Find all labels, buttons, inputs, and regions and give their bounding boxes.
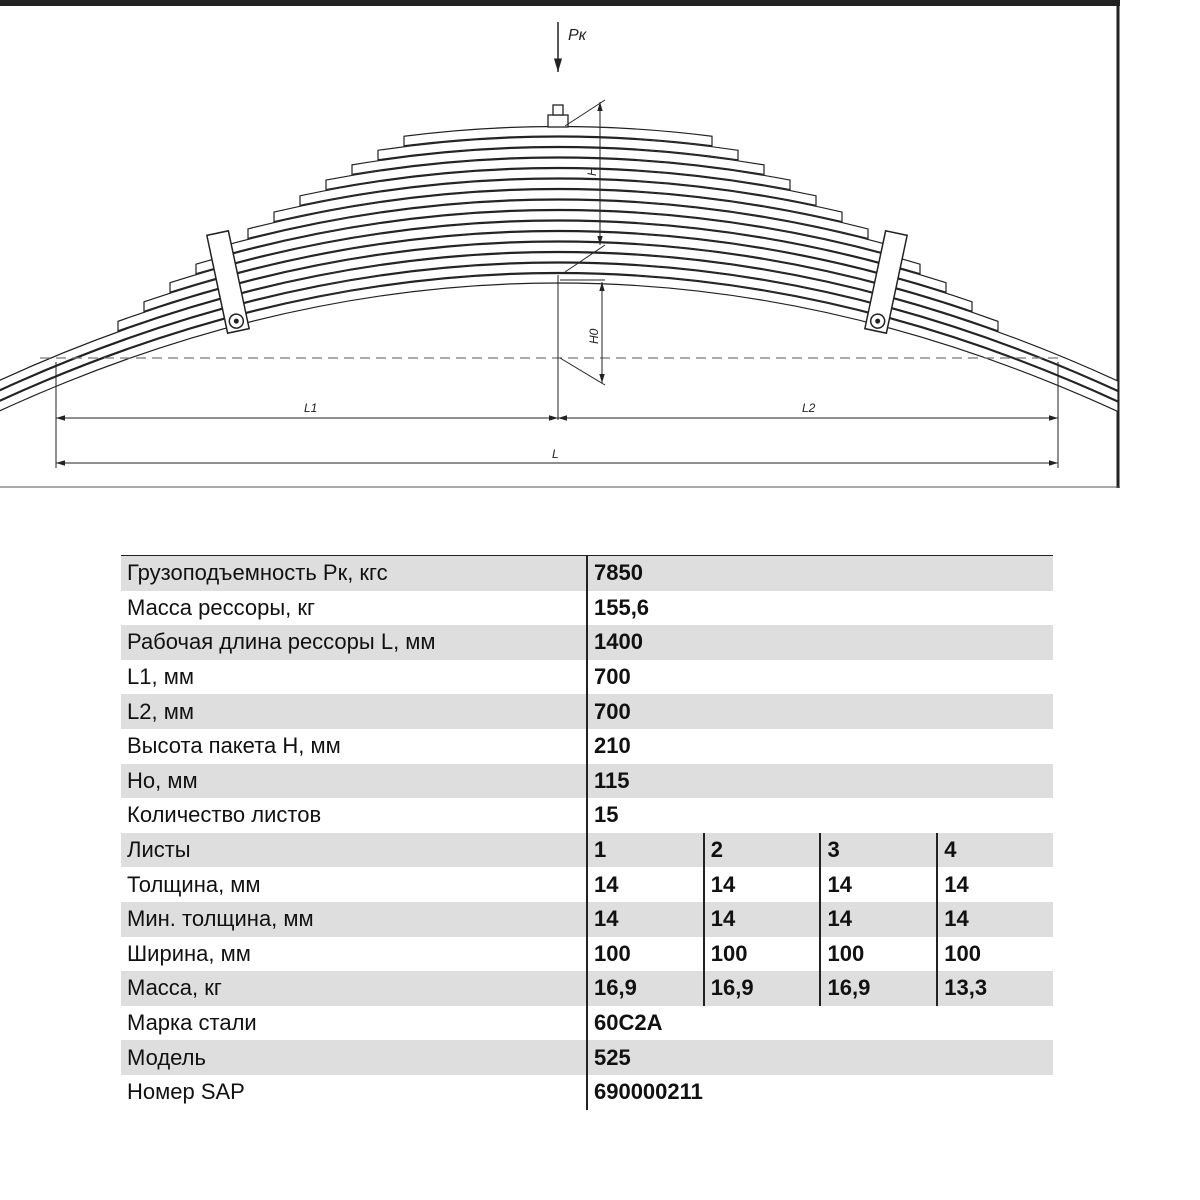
row-value: 210 [587,729,1053,764]
row-value: 60С2А [587,1006,1053,1041]
row-label: Масса рессоры, кг [127,594,316,620]
row-value: 700 [587,694,1053,729]
leaf-3-value: 16,9 [820,971,937,1006]
table-row [121,1075,1053,1110]
leaf-2-value: 2 [704,833,821,868]
l2-label: L2 [802,401,816,415]
row-label: L1, мм [127,664,194,690]
table-row [121,694,1053,729]
row-label: Грузоподъемность Рк, кгс [121,556,587,591]
svg-text:H0: H0 [587,328,601,344]
leaf-1-value: 14 [587,902,704,937]
leaf-4-value: 100 [937,937,1053,972]
leaf-2-value: 14 [704,867,821,902]
leaf-2-value: 16,9 [704,971,821,1006]
table-row [121,833,1053,868]
table-row [121,798,1053,833]
leaf-2-value: 14 [704,902,821,937]
leaf-4-value: 13,3 [937,971,1053,1006]
row-value: 15 [587,798,1053,833]
row-value: 525 [587,1040,1053,1075]
table-row [121,660,1053,695]
leaf-4-value: 14 [937,902,1053,937]
row-value: 115 [587,764,1053,799]
table-row [121,937,1053,972]
leaf-4-value: 4 [937,833,1053,868]
row-label: Номер SAP [127,1079,245,1105]
leaf-spring-drawing [0,0,1120,488]
leaf-1-value: 1 [587,833,704,868]
row-value: 700 [587,660,1053,695]
table-row [121,729,1053,764]
row-label: Высота пакета H, мм [127,733,341,759]
row-label: Hо, мм [121,764,587,799]
row-value: 690000211 [587,1075,1053,1110]
table-row [121,556,1053,591]
svg-text:H: H [585,167,599,176]
table-row [121,902,1053,937]
table-row [121,1040,1053,1075]
row-label: Модель [121,1040,587,1075]
table-row [121,625,1053,660]
leaf-3-value: 100 [820,937,937,972]
row-label: Мин. толщина, мм [121,902,587,937]
center-bolt [548,105,568,127]
spring-spec-table [121,556,1053,1110]
table-row [121,591,1053,626]
row-label: Рабочая длина рессоры L, мм [121,625,587,660]
table-row [121,867,1053,902]
row-label: Ширина, мм [127,940,251,966]
table-row [121,971,1053,1006]
row-label: Количество листов [127,802,322,828]
leaf-1-value: 14 [587,867,704,902]
frame-top-border [0,0,1120,6]
leaf-3-value: 14 [820,902,937,937]
leaf-2-value: 100 [704,937,821,972]
row-label: Толщина, мм [127,871,261,897]
h0-dimension [560,280,605,385]
row-value: 155,6 [587,591,1053,626]
leaf-4-value: 14 [937,867,1053,902]
spring-leaf-2 [0,263,1118,401]
leaf-1-value: 100 [587,937,704,972]
load-label: Pк [568,27,587,44]
row-label: Масса, кг [121,971,587,1006]
table-row [121,764,1053,799]
l1-label: L1 [304,401,318,415]
row-label: L2, мм [121,694,587,729]
row-label: Листы [121,833,587,868]
spring-leaves [0,127,1118,412]
row-value: 7850 [587,556,1053,591]
table-row [121,1006,1053,1041]
leaf-1-value: 16,9 [587,971,704,1006]
row-label: Марка стали [127,1010,257,1036]
leaf-3-value: 3 [820,833,937,868]
leaf-3-value: 14 [820,867,937,902]
l-label: L [552,447,559,461]
row-value: 1400 [587,625,1053,660]
